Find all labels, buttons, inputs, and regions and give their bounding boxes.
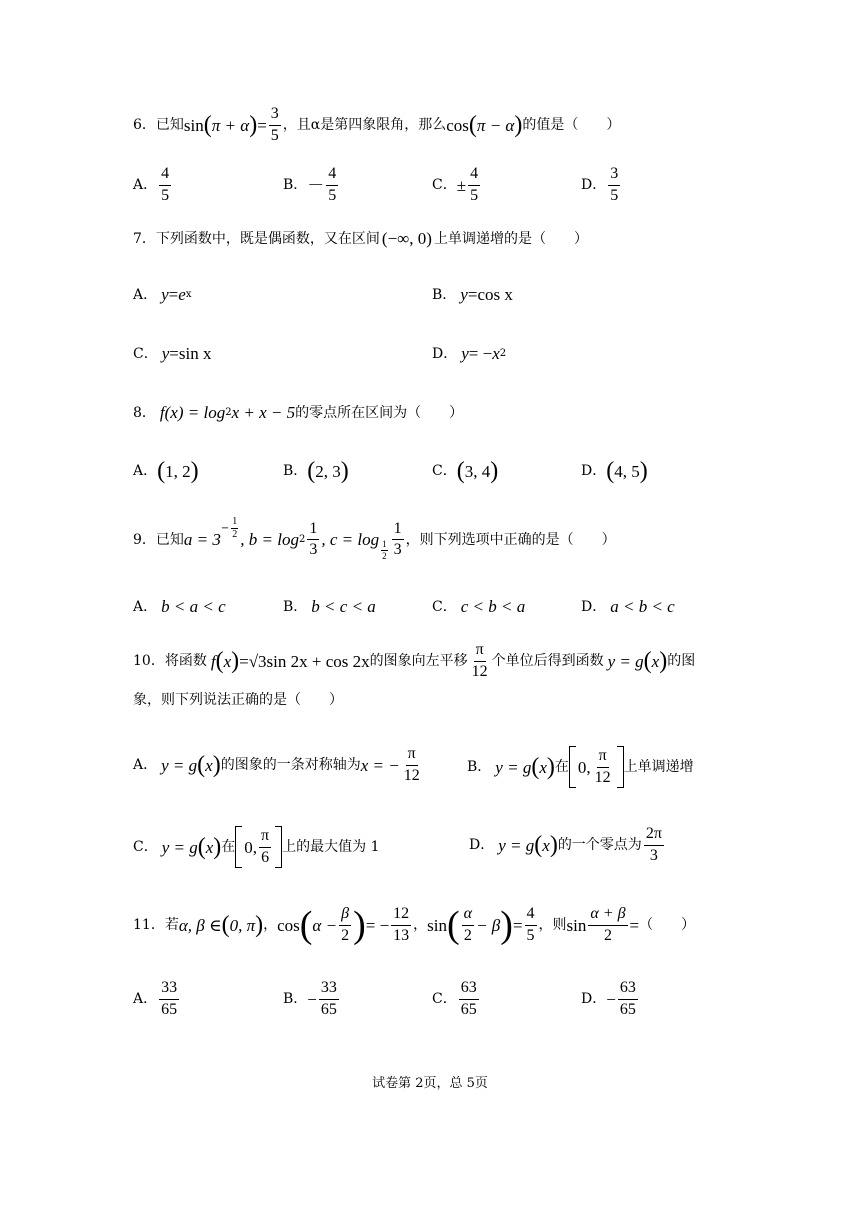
q6-option-b[interactable]: B． － $\frac{4}{5}$ (283, 165, 337, 204)
fraction: $\frac{3}{5}$ (610, 165, 619, 204)
question-number: 9． (133, 531, 156, 548)
q9-option-a[interactable]: A． b < a < c (133, 597, 226, 616)
fraction: $\frac{33}{65}$ (320, 979, 337, 1018)
q7-option-d[interactable]: D． y = − x 2 (432, 344, 507, 363)
fraction: $\frac{\alpha}{2}$ (463, 905, 473, 944)
fraction: $\frac{\pi}{12}$ (471, 641, 488, 680)
q6-option-a[interactable]: A． $\frac{4}{5}$ (133, 165, 170, 204)
fraction: $\frac{\beta}{2}$ (341, 905, 350, 944)
fraction: $\frac{1}{3}$ (309, 519, 318, 559)
q6-option-c[interactable]: C． ± $\frac{4}{5}$ (432, 165, 479, 204)
question-8-stem: 8． f(x) = log 2 x + x − 5 的零点所在区间为（ ） (133, 403, 464, 422)
question-number: 8． (133, 404, 156, 421)
fraction: $\frac{\pi}{6}$ (261, 826, 270, 866)
question-number: 11． (133, 917, 165, 934)
fraction: $\frac{4}{5}$ (470, 165, 479, 204)
q11-option-d[interactable]: D． − $\frac{63}{65}$ (581, 979, 636, 1018)
q9-option-b[interactable]: B． b < c < a (283, 597, 376, 616)
q8-option-b[interactable]: B． ( 2, 3 ) (283, 458, 349, 484)
q9-option-d[interactable]: D． a < b < c (581, 597, 675, 616)
q11-option-a[interactable]: A． $\frac{33}{65}$ (133, 979, 178, 1018)
q7-option-c[interactable]: C． y = sin x (133, 344, 212, 363)
q9-option-c[interactable]: C． c < b < a (432, 597, 526, 616)
question-11-stem: 11． 若 α, β ∈ ( 0, π ) ， cos ( α − $\frac{\beta}{2}$ ) = − $\frac{12}{13}$ ， sin ( $\frac{\alpha}{2}$ − β ) = $\frac{4}{5}$ ，则 sin $\frac{\alpha + \beta}{2}$ = （ ） (133, 904, 696, 947)
question-7-stem: 7． 下列函数中，既是偶函数，又在区间 (−∞, 0) 上单调递增的是（ ） (133, 229, 588, 248)
q10-option-a[interactable]: A． y = g ( x ) 的图象的一条对称轴为 x = − $\frac{\pi}{12}$ (133, 745, 420, 784)
q8-option-c[interactable]: C． ( 3, 4 ) (432, 458, 499, 484)
fraction: $\frac{12}{13}$ (393, 905, 410, 944)
fraction: $\frac{63}{65}$ (460, 979, 477, 1018)
page-footer: 试卷第 2页，总 5页 (372, 1076, 488, 1091)
question-number: 7． (133, 230, 156, 247)
left-bracket (235, 826, 242, 868)
fraction: $\frac{3}{5}$ (270, 105, 279, 144)
q10-option-d[interactable]: D． y = g ( x ) 的一个零点为 $\frac{2\pi}{3}$ (469, 825, 662, 864)
question-6-stem: 6． 已知 sin ( π + α ) = $\frac{3}{5}$ ，且α是第四象限角，那么 cos ( π − α ) 的值是（ ） (133, 105, 621, 144)
q10-option-c[interactable]: C． y = g ( x ) 在 0, $\frac{\pi}{6}$ 上的最大值为 1 (133, 826, 379, 868)
q10-option-b[interactable]: B． y = g ( x ) 在 0, $\frac{\pi}{12}$ 上单调递增 (467, 746, 694, 788)
question-number: 6． (133, 117, 156, 134)
question-10-stem: 10． 将函数 f ( x ) = √3 sin 2x + cos 2x 的图象向左平移 $\frac{\pi}{12}$ 个单位后得到函数 y = g ( x ) 的图 (133, 641, 696, 680)
fraction: $\frac{1}{3}$ (393, 519, 402, 559)
q7-option-b[interactable]: B． y = cos x (432, 285, 513, 304)
right-bracket (275, 826, 282, 868)
q6-option-d[interactable]: D． $\frac{3}{5}$ (581, 165, 619, 204)
q8-option-a[interactable]: A． ( 1, 2 ) (133, 458, 199, 484)
fraction: $\frac{63}{65}$ (619, 979, 636, 1018)
fraction: $\frac{\pi}{12}$ (594, 746, 611, 786)
question-9-stem: 9． 已知 a = 3 − $\frac{1}{2}$ , b = log 2 $\frac{1}{3}$ , c = log $\frac{1}{2}$ $\frac{1}{3}$ ，则下列选项中正确的是（ ） (133, 515, 616, 562)
fraction: $\frac{\alpha + \beta}{2}$ (590, 905, 626, 944)
fraction: $\frac{33}{65}$ (161, 979, 178, 1018)
fraction: $\frac{4}{5}$ (161, 165, 170, 204)
q8-option-d[interactable]: D． ( 4, 5 ) (581, 458, 648, 484)
fraction: $\frac{4}{5}$ (328, 165, 337, 204)
fraction: $\frac{4}{5}$ (526, 905, 535, 944)
q11-option-c[interactable]: C． $\frac{63}{65}$ (432, 979, 477, 1018)
q7-option-a[interactable]: A． y = e x (133, 285, 192, 304)
right-bracket (617, 746, 624, 788)
fraction: $\frac{2\pi}{3}$ (645, 825, 662, 864)
fraction: $\frac{\pi}{12}$ (403, 745, 420, 784)
left-bracket (569, 746, 576, 788)
question-number: 10． (133, 653, 165, 670)
question-10-continuation: 象，则下列说法正确的是（ ） (133, 692, 343, 708)
q11-option-b[interactable]: B． − $\frac{33}{65}$ (283, 979, 337, 1018)
